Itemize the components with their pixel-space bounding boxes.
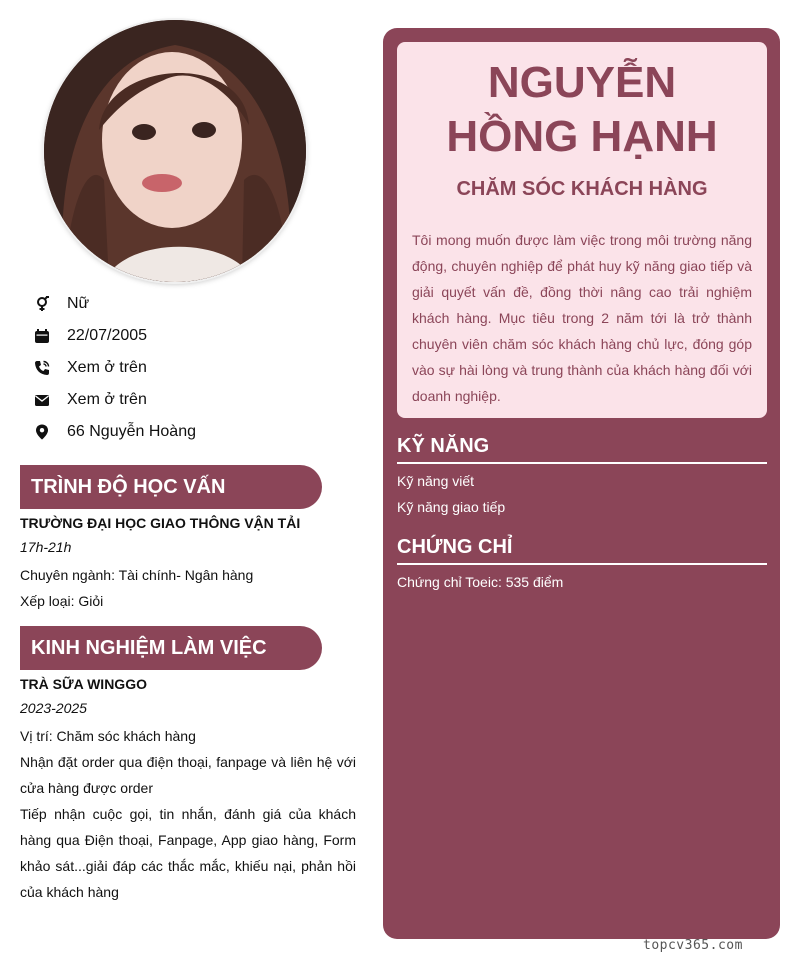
experience-block — [20, 673, 356, 905]
company-name: TRÀ SỮA WINGGO — [20, 676, 147, 692]
contact-gender-text: Nữ — [67, 295, 90, 312]
skill-item: Kỹ năng giao tiếp — [397, 499, 506, 515]
portrait-photo — [44, 20, 306, 282]
name-line-1: NGUYỄN — [487, 58, 677, 107]
experience-heading: KINH NGHIỆM LÀM VIỆC — [20, 626, 322, 670]
contact-birthday — [34, 320, 196, 352]
location-pin-icon — [34, 424, 50, 440]
watermark: topcv365.com — [643, 938, 743, 953]
contact-phone[interactable] — [34, 352, 196, 384]
certificates-list — [397, 569, 767, 595]
envelope-icon — [34, 392, 50, 408]
contact-phone-text: Xem ở trên — [67, 359, 147, 376]
full-name — [397, 56, 767, 164]
contact-email-text: Xem ở trên — [67, 391, 147, 408]
contact-list — [34, 288, 196, 448]
contact-gender — [34, 288, 196, 320]
education-line: Xếp loại: Giỏi — [20, 593, 104, 609]
avatar — [44, 20, 306, 282]
skills-list — [397, 468, 767, 520]
career-objective: Tôi mong muốn được làm việc trong môi trường năng động, chuyên nghiệp để phát huy kỹ năng giao tiếp và giải quyết vấn đề, đồng thời nâng cao trải nghiệm khách hàng. Mục tiêu trong 2 năm tới là trở thành chuyên viên chăm sóc khách hàng chủ lực, đóng góp vào sự hài lòng và trung thành của khách hàng đối với doanh nghiệp. — [412, 232, 752, 404]
contact-birthday-text: 22/07/2005 — [67, 327, 148, 344]
education-block — [20, 512, 356, 614]
skill-item: Kỹ năng viết — [397, 473, 475, 489]
gender-icon — [34, 296, 50, 312]
name-line-2: HỒNG HẠNH — [446, 112, 718, 161]
certificate-item: Chứng chỉ Toeic: 535 điểm — [397, 574, 564, 590]
skills-heading: KỸ NĂNG — [397, 433, 767, 464]
education-heading: TRÌNH ĐỘ HỌC VẤN — [20, 465, 322, 509]
contact-address — [34, 416, 196, 448]
education-line: Chuyên ngành: Tài chính- Ngân hàng — [20, 567, 254, 583]
experience-line: Tiếp nhận cuộc gọi, tin nhắn, đánh giá của khách hàng qua Điện thoại, Fanpage, App giao hàng, Form khảo sát...giải đáp các thắc mắc, khiếu nại, phản hồi của khách hàng — [20, 806, 356, 900]
contact-email[interactable] — [34, 384, 196, 416]
experience-period: 2023-2025 — [20, 700, 87, 716]
calendar-icon — [34, 328, 50, 344]
certificates-heading: CHỨNG CHỈ — [397, 534, 767, 565]
school-name: TRƯỜNG ĐẠI HỌC GIAO THÔNG VẬN TẢI — [20, 515, 301, 531]
education-period: 17h-21h — [20, 539, 72, 555]
contact-address-text: 66 Nguyễn Hoàng — [67, 423, 196, 440]
phone-icon — [34, 360, 50, 376]
experience-line: Nhận đặt order qua điện thoại, fanpage và liên hệ với cửa hàng được order — [20, 754, 356, 796]
job-title: CHĂM SÓC KHÁCH HÀNG — [456, 178, 708, 200]
experience-line: Vị trí: Chăm sóc khách hàng — [20, 728, 196, 744]
